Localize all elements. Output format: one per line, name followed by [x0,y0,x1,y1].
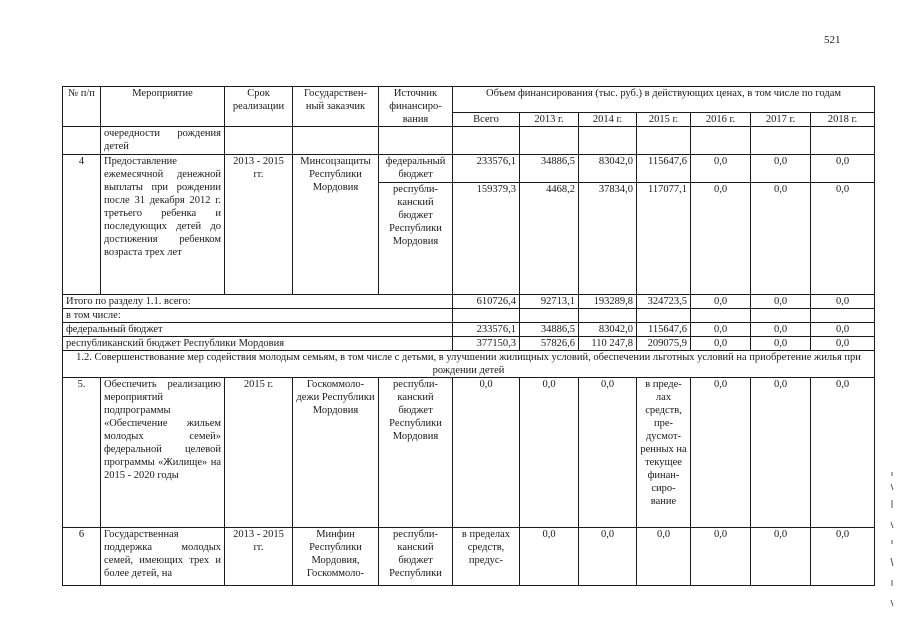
header-event: Мероприятие [101,87,225,127]
cell-value: 0,0 [453,378,520,528]
cell-value: 159379,3 [453,183,520,295]
section-heading-row [63,351,875,378]
header-number: № п/п [63,87,101,127]
row-5-number: 5. [63,378,101,528]
cell-value: 0,0 [811,155,875,183]
total-label: Итого по разделу 1.1. всего: [63,295,453,309]
cell-value: 0,0 [751,295,811,309]
row-5-source: республи-канский бюджет Республики Мордовия [379,378,453,528]
cell-value: 209075,9 [637,337,691,351]
header-year-total: Всего [453,113,520,127]
row-5-customer: Госкоммоло-дежи Республики Мордовия [293,378,379,528]
cell-value: 0,0 [520,528,579,586]
cell-value: 0,0 [751,528,811,586]
cell-value: 0,0 [811,323,875,337]
row-4-source-republic: республи-канский бюджет Республики Мордовия [379,183,453,295]
cell-value: 34886,5 [520,323,579,337]
total-label: республиканский бюджет Республики Мордовия [63,337,453,351]
cell-value: 4468,2 [520,183,579,295]
cell-value: 115647,6 [637,323,691,337]
cell-value: 233576,1 [453,155,520,183]
row-4-term: 2013 - 2015 гг. [225,155,293,295]
total-row [63,309,875,323]
header-term: Срок реализации [225,87,293,127]
total-label: в том числе: [63,309,453,323]
cell-value: 83042,0 [579,323,637,337]
cell-value: 0,0 [811,378,875,528]
row-4-event: Предоставление ежемесячной денежной выплаты при рождении после 31 декабря 2012 г. третьего ребенка и последующих детей до достижения ребенком возраста трех лет [101,155,225,295]
cell-value: 0,0 [751,183,811,295]
header-row [63,87,875,113]
cell-value: 193289,8 [579,295,637,309]
cell-value: 233576,1 [453,323,520,337]
cell-value: 0,0 [751,323,811,337]
row-5-term: 2015 г. [225,378,293,528]
cell-value: в пределах средств, предус- [453,528,520,586]
total-row [63,295,875,309]
cell-value: 0,0 [691,323,751,337]
scan-edge-marks [889,470,895,620]
cell-value: 0,0 [637,528,691,586]
cell-value: 0,0 [811,183,875,295]
cell-value: 0,0 [691,295,751,309]
row-4-federal [63,155,875,183]
cell-value: 37834,0 [579,183,637,295]
row-4-source-federal: федеральный бюджет [379,155,453,183]
cell-value: 0,0 [751,155,811,183]
cell-value: 610726,4 [453,295,520,309]
section-heading: 1.2. Совершенствование мер содействия молодым семьям, в том числе с детьми, в улучшении жилищных условий, обеспечении льготных условий на приобретение жилья при рождении детей [63,351,875,378]
cell-value: 57826,6 [520,337,579,351]
header-year-2014: 2014 г. [579,113,637,127]
cell-value: 0,0 [520,378,579,528]
cell-value: 0,0 [811,337,875,351]
row-5 [63,378,875,528]
row-4-customer: Минсоцзащиты Республики Мордовия [293,155,379,295]
row-6 [63,528,875,586]
cell-value: в преде-лах средств, пре-дусмот-ренных на текущее финан-сиро-вание [637,378,691,528]
total-row [63,323,875,337]
cell-value: 110 247,8 [579,337,637,351]
cell-value: 115647,6 [637,155,691,183]
cell-value: 0,0 [691,528,751,586]
cell-value: 0,0 [579,378,637,528]
row-5-event: Обеспечить реализацию мероприятий подпрограммы «Обеспечение жильем молодых семей» федеральной целевой программы «Жилище» на 2015 - 2020 годы [101,378,225,528]
row-6-number: 6 [63,528,101,586]
cell-value: 92713,1 [520,295,579,309]
header-year-2013: 2013 г. [520,113,579,127]
total-row [63,337,875,351]
total-label: федеральный бюджет [63,323,453,337]
continuation-row [63,127,875,155]
cell-value: 0,0 [751,337,811,351]
cell-value: 0,0 [691,183,751,295]
cell-value: 0,0 [579,528,637,586]
cell-value: 0,0 [751,378,811,528]
continuation-event: очередности рождения детей [101,127,225,155]
cell-value: 377150,3 [453,337,520,351]
cell-value: 0,0 [691,378,751,528]
cell-value: 117077,1 [637,183,691,295]
header-source: Источник финансиро-вания [379,87,453,127]
header-volume: Объем финансирования (тыс. руб.) в действующих ценах, в том числе по годам [453,87,875,113]
cell-value: 83042,0 [579,155,637,183]
cell-value: 0,0 [691,337,751,351]
page-number: 521 [824,34,841,46]
cell-value: 324723,5 [637,295,691,309]
header-year-2015: 2015 г. [637,113,691,127]
header-year-2017: 2017 г. [751,113,811,127]
row-6-event: Государственная поддержка молодых семей, имеющих трех и более детей, на [101,528,225,586]
header-customer: Государствен-ный заказчик [293,87,379,127]
cell-value: 0,0 [811,295,875,309]
row-4-number: 4 [63,155,101,295]
header-year-2016: 2016 г. [691,113,751,127]
cell-value: 0,0 [811,528,875,586]
row-6-source: республи-канский бюджет Республики [379,528,453,586]
row-6-term: 2013 - 2015 гг. [225,528,293,586]
header-year-2018: 2018 г. [811,113,875,127]
cell-value: 34886,5 [520,155,579,183]
row-6-customer: Минфин Республики Мордовия, Госкоммоло- [293,528,379,586]
financing-table [62,86,875,586]
cell-value: 0,0 [691,155,751,183]
